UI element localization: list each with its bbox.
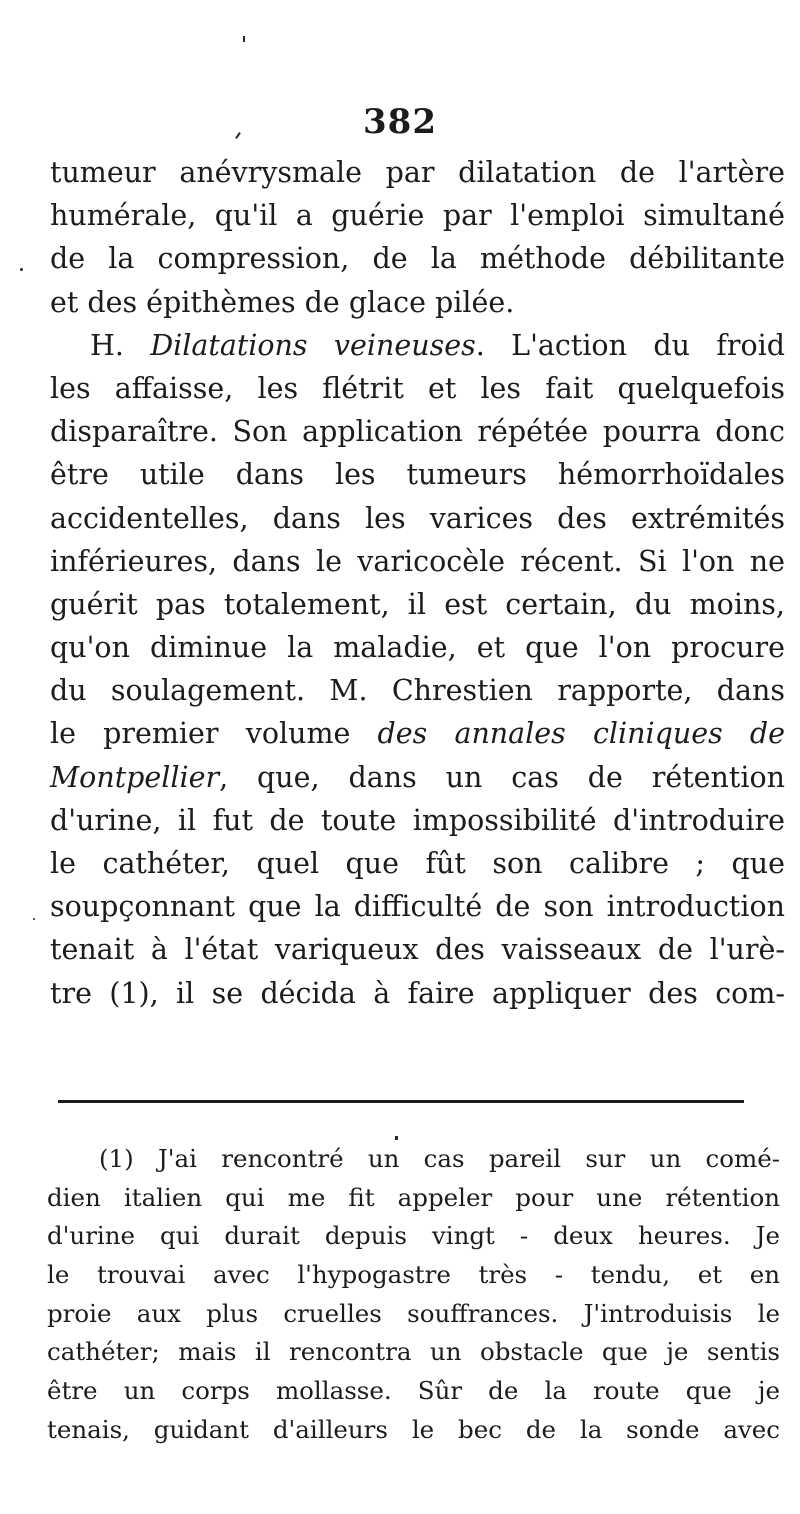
footnote-line: d'urine qui durait depuis vingt - deux heures. Je [47,1221,780,1251]
body-line: du soulagement. M. Chrestien rapporte, dans [50,674,785,708]
page-number: 382 [363,102,437,142]
body-text [50,151,785,1015]
body-line-section-heading [50,324,785,367]
section-label: H. [90,328,151,362]
footnote-line: tenais, guidant d'ailleurs le bec de la sonde avec [47,1414,780,1444]
ink-speck [33,918,35,920]
body-line: tre (1), il se décida à faire appliquer des com- [50,976,785,1010]
footnote-line: dien italien qui me fit appeler pour une rétention [47,1182,780,1212]
body-line: accidentelles, dans les varices des extrémités [50,501,785,535]
footnote-separator-rule [58,1100,744,1103]
body-line: tenait à l'état variqueux des vaisseaux de l'urè- [50,933,785,967]
cited-work-title: des annales cliniques de [377,717,785,751]
ink-speck [243,36,245,42]
body-line: tumeur anévrysmale par dilatation de l'artère [50,156,785,189]
body-line: être utile dans les tumeurs hémorrhoïdales [50,458,785,492]
body-line-citation [50,756,785,799]
body-line: de la compression, de la méthode débilitante [50,242,785,276]
footnote-line: être un corps mollasse. Sûr de la route que je [47,1376,780,1406]
body-line: humérale, qu'il a guérie par l'emploi simultané [50,199,785,233]
body-line-citation [50,712,785,755]
footnote-line: cathéter; mais il rencontra un obstacle que je sentis [47,1337,780,1367]
body-line: et des épithèmes de glace pilée. [50,285,515,319]
body-line-text: . L'action du froid [475,328,785,362]
ink-speck [20,268,23,271]
body-line: inférieures, dans le varicocèle récent. Si l'on ne [50,544,785,578]
body-line: les affaisse, les flétrit et les fait quelquefois [50,371,785,405]
body-line: soupçonnant que la difficulté de son introduction [50,890,785,924]
section-title: Dilatations veineuses [150,328,476,362]
body-line: d'urine, il fut de toute impossibilité d'introduire [50,803,785,837]
body-line: guérit pas totalement, il est certain, du moins, [50,587,785,621]
footnote-line: le trouvai avec l'hypogastre très - tendu, et en [47,1260,780,1290]
footnote-line: proie aux plus cruelles souffrances. J'introduisis le [47,1298,780,1328]
body-line: disparaître. Son application répétée pourra donc [50,415,785,449]
body-line: le cathéter, quel que fût son calibre ; que [50,847,785,880]
body-line-text: le premier volume [50,717,378,751]
cited-work-title: Montpellier [50,760,220,794]
body-line-text: , que, dans un cas de rétention [219,760,785,794]
footnote-line: (1) J'ai rencontré un cas pareil sur un comé- [99,1144,780,1173]
footnote [47,1140,780,1450]
body-line: qu'on diminue la maladie, et que l'on procure [50,631,785,665]
